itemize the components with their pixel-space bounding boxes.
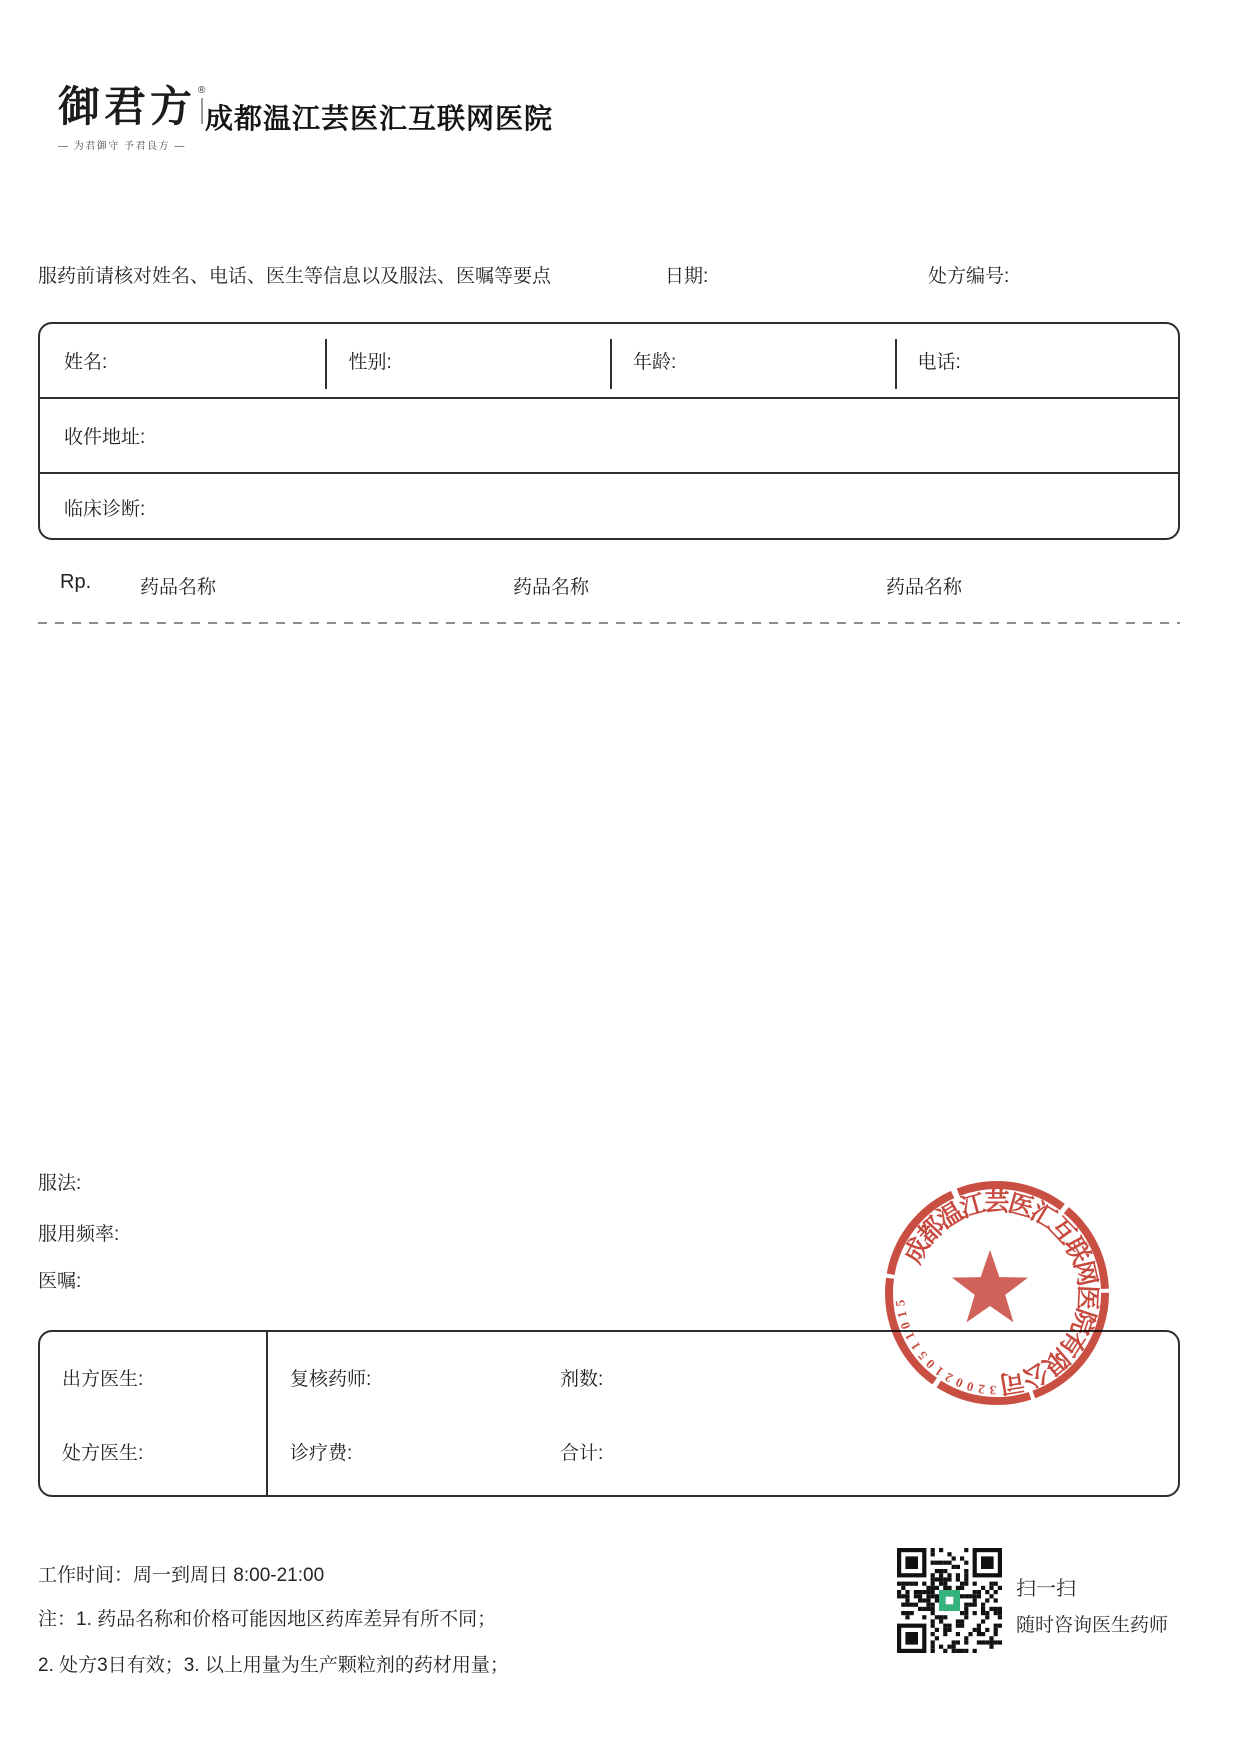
- svg-text:5: 5: [914, 1348, 931, 1363]
- patient-info-box: [38, 322, 1180, 540]
- svg-text:司: 司: [997, 1366, 1027, 1397]
- rp-label: Rp.: [60, 571, 92, 593]
- age-field-label: 年龄:: [633, 352, 677, 373]
- patient-identity-row: [40, 324, 1178, 399]
- svg-text:2: 2: [977, 1381, 986, 1398]
- svg-text:网: 网: [1068, 1258, 1101, 1289]
- medicine-column-header: 药品名称: [886, 577, 963, 598]
- svg-text:温: 温: [933, 1198, 969, 1235]
- registered-mark-icon: ®: [198, 85, 206, 96]
- svg-text:2: 2: [942, 1369, 956, 1386]
- svg-text:公: 公: [1017, 1356, 1052, 1392]
- doses-label: 剂数:: [560, 1369, 604, 1390]
- svg-text:1: 1: [893, 1309, 910, 1320]
- svg-text:有: 有: [1053, 1325, 1090, 1362]
- qr-code: [897, 1548, 1002, 1653]
- rp-separator-line: [38, 622, 1180, 624]
- svg-text:0: 0: [897, 1320, 914, 1332]
- scan-title: 扫一扫: [1016, 1578, 1076, 1600]
- prescribing-doctor-label: 处方医生:: [62, 1443, 144, 1464]
- svg-text:都: 都: [913, 1212, 951, 1250]
- medicine-column-header: 药品名称: [140, 577, 217, 598]
- svg-text:5: 5: [892, 1299, 908, 1308]
- consult-fee-label: 诊疗费:: [290, 1443, 353, 1464]
- svg-text:1: 1: [901, 1330, 918, 1343]
- hospital-seal: [877, 1173, 1117, 1413]
- svg-text:1: 1: [932, 1363, 947, 1380]
- hospital-title: 成都温江芸医汇互联网医院: [205, 103, 554, 134]
- note-line-2: 2. 处方3日有效；3. 以上用量为生产颗粒剂的药材用量；: [38, 1655, 509, 1676]
- svg-text:3: 3: [989, 1382, 997, 1399]
- usage-method-label: 服法:: [38, 1173, 82, 1194]
- svg-text:成: 成: [899, 1233, 936, 1269]
- svg-text:汇: 汇: [1025, 1198, 1061, 1235]
- svg-text:医: 医: [1005, 1190, 1037, 1223]
- phone-field-label: 电话:: [917, 352, 961, 373]
- seal-serial-number: [892, 1299, 996, 1398]
- brand-logo: [58, 82, 208, 152]
- name-field-label: 姓名:: [64, 352, 108, 373]
- logo-text: 御君方: [58, 82, 197, 131]
- svg-text:0: 0: [953, 1374, 966, 1392]
- svg-text:芸: 芸: [984, 1189, 1010, 1217]
- usage-frequency-label: 服用频率:: [38, 1224, 120, 1245]
- logo-slogan: — 为君御守 予君良方 —: [58, 141, 186, 152]
- seal-star-icon: [952, 1250, 1028, 1322]
- address-field-label: 收件地址:: [40, 399, 1178, 474]
- work-hours: 工作时间：周一到周日 8:00-21:00: [38, 1565, 325, 1586]
- check-hint: 服药前请核对姓名、电话、医生等信息以及服法、医嘱等要点: [38, 266, 552, 287]
- svg-text:医: 医: [1072, 1284, 1101, 1311]
- svg-text:0: 0: [964, 1378, 976, 1395]
- medicine-column-header: 药品名称: [513, 577, 590, 598]
- issuing-doctor-label: 出方医生:: [62, 1369, 144, 1390]
- signoff-divider: [266, 1332, 268, 1495]
- svg-text:江: 江: [957, 1190, 989, 1223]
- field-divider: [610, 339, 612, 389]
- svg-text:互: 互: [1043, 1212, 1081, 1250]
- gender-field-label: 性别:: [348, 352, 392, 373]
- svg-text:1: 1: [907, 1339, 924, 1354]
- svg-text:联: 联: [1058, 1233, 1095, 1269]
- total-label: 合计:: [560, 1443, 604, 1464]
- svg-text:院: 院: [1065, 1305, 1099, 1338]
- svg-text:限: 限: [1037, 1342, 1074, 1380]
- doctor-advice-label: 医嘱:: [38, 1271, 82, 1292]
- diagnosis-field-label: 临床诊断:: [64, 498, 146, 520]
- rx-number-label: 处方编号:: [928, 266, 1010, 287]
- date-label: 日期:: [665, 266, 709, 287]
- logo-side-bar: [201, 98, 203, 124]
- field-divider: [895, 339, 897, 389]
- field-divider: [325, 339, 327, 389]
- review-pharmacist-label: 复核药师:: [290, 1369, 372, 1390]
- svg-text:0: 0: [922, 1356, 938, 1372]
- scan-subtitle: 随时咨询医生药师: [1016, 1615, 1169, 1636]
- note-line-1: 注：1. 药品名称和价格可能因地区药库差异有所不同；: [38, 1609, 497, 1630]
